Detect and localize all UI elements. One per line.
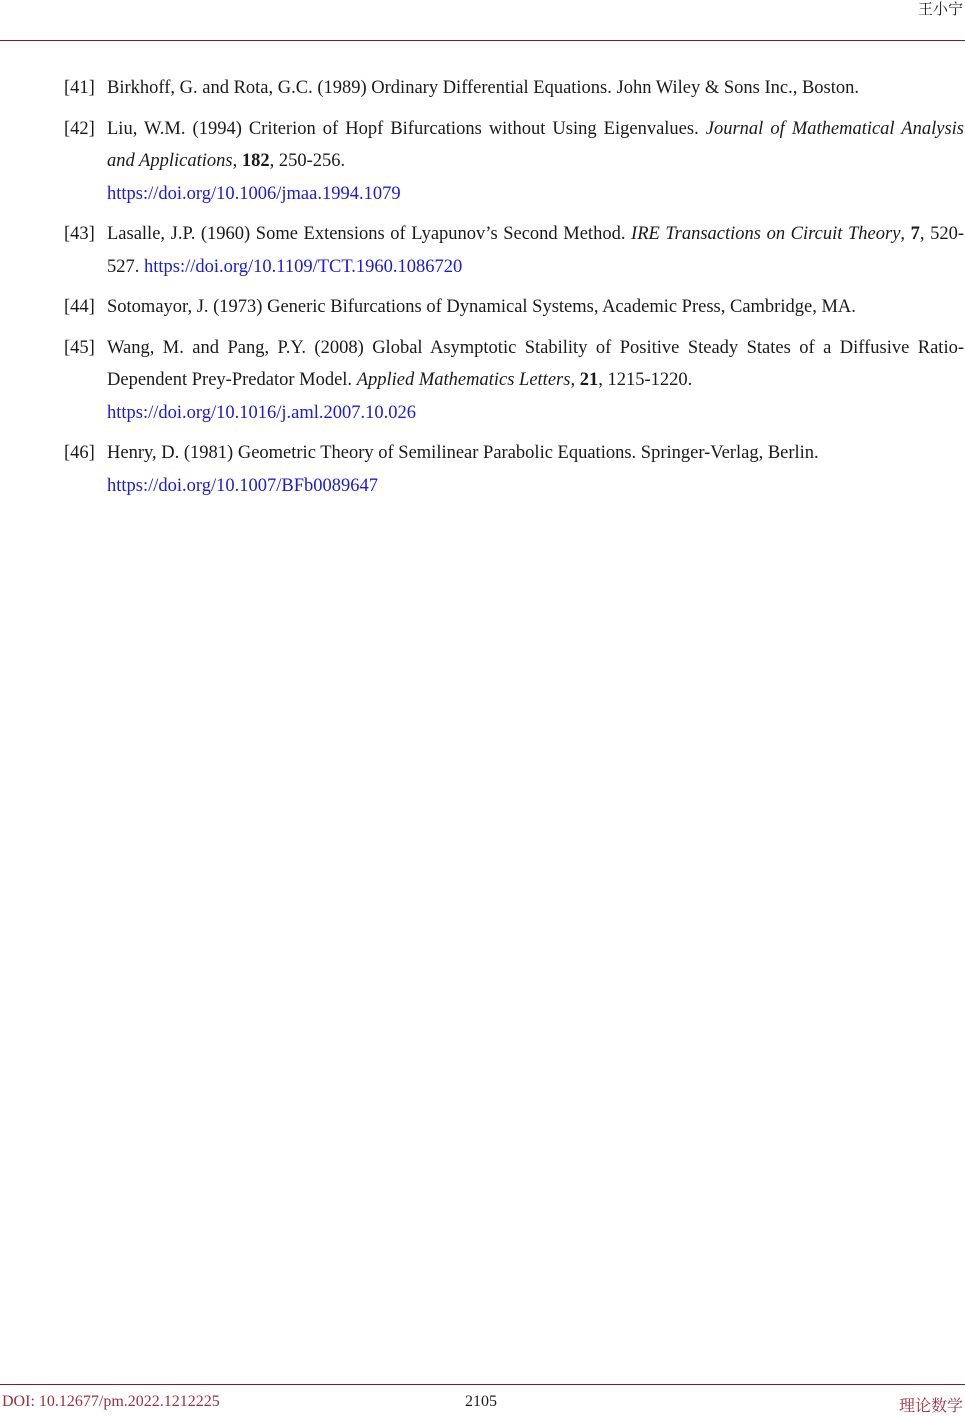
reference-list <box>64 72 964 510</box>
volume-number: 7 <box>910 224 920 244</box>
reference-separator: , <box>570 370 580 390</box>
reference-text: Wang, M. and Pang, P.Y. (2008) Global Asymptotic Stability of Positive Steady States of a Diffusive Ratio-Dependent Prey-Predator Model. <box>107 337 964 390</box>
reference-pages: , 250-256. <box>269 151 346 171</box>
reference-body <box>107 119 964 204</box>
doi-link[interactable]: https://doi.org/10.1109/TCT.1960.1086720 <box>144 256 463 277</box>
reference-body <box>107 297 856 317</box>
reference-number: [41] <box>64 78 95 98</box>
footer-doi: DOI: 10.12677/pm.2022.1212225 <box>2 1393 220 1410</box>
volume-number: 182 <box>241 151 270 171</box>
volume-number: 21 <box>579 370 599 390</box>
reference-item <box>64 332 964 430</box>
reference-text: Sotomayor, J. (1973) Generic Bifurcations of Dynamical Systems, Academic Press, Cambridge, MA. <box>107 297 856 317</box>
reference-text: Lasalle, J.P. (1960) Some Extensions of Lyapunov’s Second Method. <box>107 224 632 244</box>
journal-title: IRE Transactions on Circuit Theory <box>631 224 901 244</box>
reference-item <box>64 218 964 283</box>
reference-item <box>64 72 964 105</box>
header-author: 王小宁 <box>917 2 963 18</box>
reference-item <box>64 113 964 211</box>
reference-number: [42] <box>64 118 95 139</box>
reference-number: [43] <box>64 224 95 244</box>
reference-body <box>107 338 964 423</box>
reference-pages: , 520-527. <box>107 224 964 277</box>
reference-text: Henry, D. (1981) Geometric Theory of Semilinear Parabolic Equations. Springer-Verlag, Berlin. <box>107 443 819 463</box>
reference-pages: , 1215-1220. <box>598 370 693 390</box>
reference-item <box>64 291 964 324</box>
page-number: 2105 <box>465 1393 497 1410</box>
reference-number: [46] <box>64 443 95 463</box>
footer-rule <box>0 1384 965 1385</box>
footer-journal-name: 理论数学 <box>898 1398 963 1415</box>
journal-title: Applied Mathematics Letters <box>356 370 571 390</box>
reference-text: Liu, W.M. (1994) Criterion of Hopf Bifurcations without Using Eigenvalues. <box>107 118 706 139</box>
doi-link[interactable]: https://doi.org/10.1006/jmaa.1994.1079 <box>107 183 401 204</box>
reference-item <box>64 437 964 502</box>
reference-number: [45] <box>64 337 95 358</box>
reference-text: Birkhoff, G. and Rota, G.C. (1989) Ordinary Differential Equations. John Wiley & Sons Inc., Boston. <box>107 78 860 98</box>
reference-separator: , <box>232 151 242 171</box>
reference-body <box>107 224 964 277</box>
reference-separator: , <box>900 224 911 244</box>
doi-link[interactable]: https://doi.org/10.1007/BFb0089647 <box>107 475 379 496</box>
doi-link[interactable]: https://doi.org/10.1016/j.aml.2007.10.026 <box>107 402 417 423</box>
reference-number: [44] <box>64 297 95 317</box>
header-rule <box>0 40 965 41</box>
reference-body <box>107 443 819 496</box>
reference-body <box>107 78 859 98</box>
journal-title: Journal of Mathematical Analysis and Applications <box>107 118 964 171</box>
